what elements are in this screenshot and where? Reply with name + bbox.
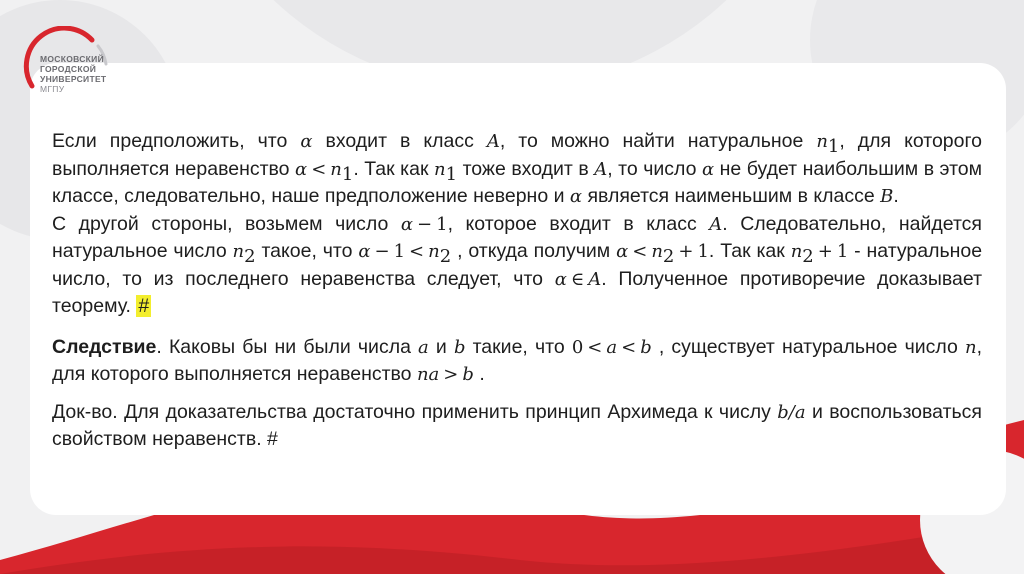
math-lt: < (587, 336, 603, 358)
text: . (893, 185, 899, 207)
math-alpha: α (616, 241, 629, 262)
math-alpha: α (701, 158, 715, 180)
math-one: 1 (697, 241, 709, 262)
text: Док-во. Для доказательства достаточно применить принцип Архимеда к числу (52, 400, 771, 423)
math-b: b (453, 336, 466, 358)
math-n: n (790, 241, 803, 262)
math-alpha: α (554, 268, 567, 290)
math-one: 1 (836, 241, 849, 262)
text: . (479, 363, 485, 385)
math-one: 1 (436, 213, 448, 235)
logo-line4: МГПУ (40, 84, 65, 94)
text: , то число (607, 157, 697, 180)
text: . Так как (708, 240, 785, 262)
math-sub: 1 (827, 135, 840, 157)
text: . Так как (353, 157, 429, 180)
text: . Следовательно, найдется натуральное число (52, 212, 982, 262)
proof-paragraph (52, 128, 982, 211)
math-n: n (964, 336, 977, 358)
math-in: ∈ (570, 268, 585, 290)
slide-content (52, 128, 982, 453)
text: - натуральное число, то из последнего неравенства следует, что (52, 240, 983, 290)
logo-line1: МОСКОВСКИЙ (40, 54, 104, 64)
math-sub: 1 (341, 163, 354, 185)
math-one: 1 (393, 241, 406, 262)
math-minus: − (417, 213, 433, 235)
math-b-over-a: b/a (777, 401, 806, 423)
corollary-label: Следствие (52, 335, 157, 358)
end-of-proof-mark: # (138, 295, 150, 317)
text: , для которого выполняется неравенство (52, 335, 982, 385)
math-b: b (640, 336, 652, 358)
math-plus: + (678, 241, 694, 262)
math-gt: > (443, 364, 459, 385)
math-a: a (418, 336, 429, 358)
math-lt: < (621, 336, 637, 358)
text: , которое входит в класс (447, 212, 697, 235)
math-n: n (232, 241, 245, 262)
math-alpha: α (295, 158, 308, 180)
math-lt: < (632, 241, 648, 262)
math-alpha: α (300, 131, 313, 152)
math-A: A (594, 158, 608, 180)
text: . Полученное противоречие доказывает теорему. (52, 267, 983, 317)
text: не будет наибольшим в этом классе, следовательно, наше предположение неверно и (52, 157, 983, 207)
contradiction-paragraph (52, 211, 982, 320)
text: входит в класс (325, 130, 474, 152)
logo-line3: УНИВЕРСИТЕТ (40, 74, 107, 84)
text: является наименьшим в классе (587, 185, 875, 207)
text: , откуда получим (457, 240, 611, 262)
math-zero: 0 (571, 336, 584, 358)
text: Если предположить, что (52, 130, 288, 152)
math-n: n (651, 241, 663, 262)
math-n: n (434, 158, 446, 180)
text: , существует натуральное число (658, 335, 958, 358)
corollary-paragraph (52, 334, 982, 389)
text: , то можно найти натуральное (499, 130, 804, 152)
logo-line2: ГОРОДСКОЙ (40, 64, 97, 74)
math-plus: + (817, 241, 833, 262)
corollary-proof-paragraph (52, 399, 982, 453)
text: такие, что (472, 335, 565, 358)
math-sub: 1 (445, 163, 458, 185)
text: такое, что (261, 240, 353, 262)
text: и воспользоваться свойством неравенств. # (52, 400, 982, 450)
math-n: n (816, 131, 828, 152)
math-sub: 2 (244, 245, 256, 267)
math-lt: < (311, 158, 327, 180)
math-alpha: α (358, 241, 371, 262)
math-sub: 2 (802, 245, 814, 267)
text: и (435, 335, 447, 358)
math-A: A (588, 268, 602, 290)
math-na: na (416, 364, 440, 385)
math-a: a (606, 336, 618, 358)
math-b: b (462, 364, 474, 385)
text: , для которого выполняется неравенство (52, 130, 983, 180)
text: тоже входит в (462, 157, 589, 180)
math-sub: 2 (439, 245, 452, 267)
math-alpha: α (400, 213, 414, 235)
math-lt: < (409, 241, 425, 262)
math-A: A (486, 131, 500, 152)
math-A: A (709, 213, 723, 235)
math-sub: 2 (662, 245, 675, 267)
text: . Каковы бы ни были числа (156, 335, 411, 358)
text: С другой стороны, возьмем число (52, 212, 389, 235)
math-minus: − (374, 241, 390, 262)
math-n: n (428, 241, 440, 262)
math-alpha: α (569, 186, 583, 207)
math-n: n (330, 158, 342, 180)
university-logo (14, 26, 124, 116)
logo-text (40, 54, 106, 94)
math-B: B (880, 186, 894, 207)
